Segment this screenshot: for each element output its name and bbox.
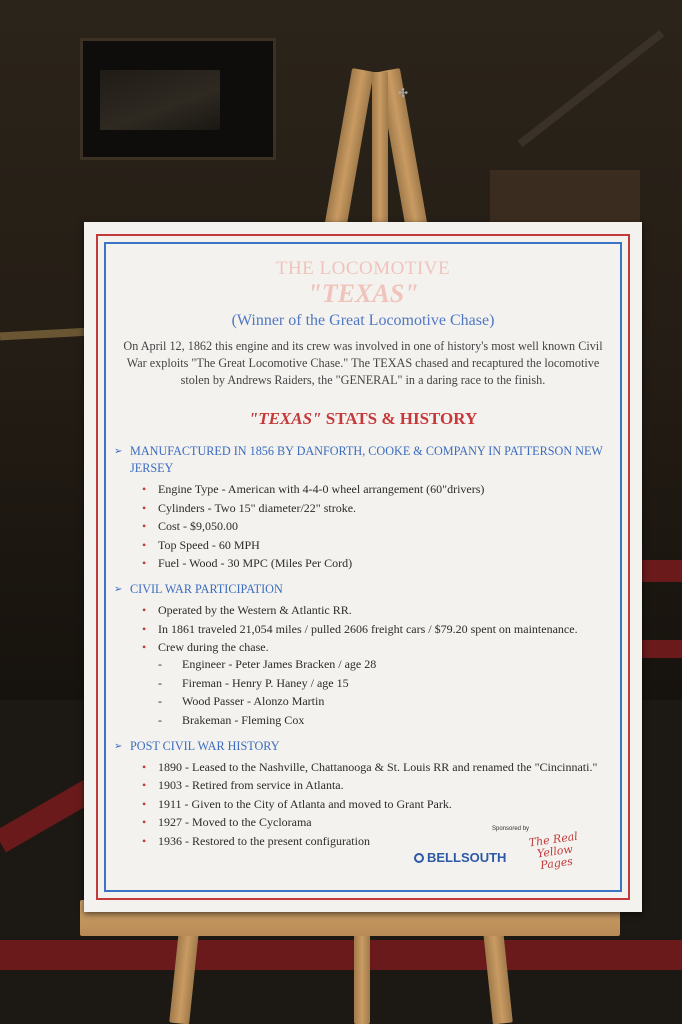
list-item-text: 1927 - Moved to the Cyclorama <box>158 815 312 829</box>
stats-heading-name: "TEXAS" <box>248 409 322 428</box>
bellsouth-text: BELLSOUTH <box>427 850 507 865</box>
dash-icon: - <box>158 675 162 690</box>
list-item-text: 1903 - Retired from service in Atlanta. <box>158 778 344 792</box>
board-title-top: THE LOCOMOTIVE <box>275 258 451 279</box>
crew-item <box>158 712 608 728</box>
section-civil-war-title <box>114 581 608 598</box>
board-intro: On April 12, 1862 this engine and its crew was involved in one of history's most well known Civil War exploits "The Great Locomotive Chase." The TEXAS chased and recaptured the locomotive stolen by Andrews Raiders, the "GENERAL" in a daring race to the finish. <box>123 339 603 387</box>
dash-icon: - <box>158 712 162 727</box>
crew-item <box>158 675 608 691</box>
list-item <box>142 796 608 812</box>
board-title-name: "TEXAS" <box>307 279 419 308</box>
arrow-icon: ➢ <box>114 446 123 457</box>
board-content <box>114 258 608 859</box>
list-item <box>142 481 608 497</box>
bullet-icon: • <box>142 759 147 774</box>
list-item-text: Operated by the Western & Atlantic RR. <box>158 603 352 617</box>
background-cabinet <box>490 170 640 230</box>
list-item-text: Fuel - Wood - 30 MPC (Miles Per Cord) <box>158 556 353 570</box>
arrow-icon: ➢ <box>114 584 123 595</box>
bullet-icon: • <box>142 778 147 792</box>
crew-item <box>158 693 608 709</box>
list-item <box>142 500 608 516</box>
bellsouth-logo <box>414 850 506 865</box>
list-item <box>142 759 608 775</box>
list-item <box>142 537 608 553</box>
section-title-text: MANUFACTURED IN 1856 BY DANFORTH, COOKE & COMPANY IN PATTERSON NEW JERSEY <box>130 444 603 475</box>
bullet-icon: • <box>142 640 147 654</box>
section-manufactured-title <box>114 443 608 477</box>
bullet-icon: • <box>142 519 147 533</box>
bullet-icon: • <box>142 621 147 636</box>
list-item <box>142 602 608 618</box>
bellsouth-icon <box>414 853 424 863</box>
bullet-icon: • <box>142 796 147 811</box>
dash-icon: - <box>158 657 162 671</box>
list-item-text: 1911 - Given to the City of Atlanta and moved to Grant Park. <box>158 796 452 811</box>
bullet-icon: • <box>142 500 147 515</box>
list-item <box>142 621 608 637</box>
list-item-text: In 1861 traveled 21,054 miles / pulled 2606 freight cars / $79.20 spent on maintenance. <box>158 621 578 636</box>
information-board <box>84 222 642 912</box>
crew-item-text: Fireman - Henry P. Haney / age 15 <box>182 675 349 690</box>
list-item <box>142 777 608 793</box>
yellowpages-logo: The Real Yellow Pages <box>527 829 579 873</box>
list-item-text: Top Speed - 60 MPH <box>158 537 260 552</box>
sponsor-label: Sponsored by <box>492 826 530 832</box>
bullet-icon: • <box>142 556 147 570</box>
section-manufactured-list <box>118 481 608 571</box>
crew-item-text: Engineer - Peter James Bracken / age 28 <box>182 657 377 671</box>
dash-icon: - <box>158 694 162 708</box>
list-item-text: Crew during the chase. <box>158 640 269 654</box>
list-item <box>142 518 608 534</box>
list-item-text: 1890 - Leased to the Nashville, Chattanooga & St. Louis RR and renamed the "Cincinnati." <box>158 759 598 774</box>
red-beam <box>0 940 682 970</box>
section-title-text: CIVIL WAR PARTICIPATION <box>130 582 283 596</box>
wall-picture <box>100 70 220 130</box>
bullet-icon: • <box>142 482 147 496</box>
section-post-war-title <box>114 738 608 755</box>
section-civil-war-list <box>118 602 608 728</box>
section-title-text: POST CIVIL WAR HISTORY <box>130 738 280 753</box>
list-item-text: Cost - $9,050.00 <box>158 519 239 533</box>
list-item <box>142 639 608 728</box>
crew-item-text: Brakeman - Fleming Cox <box>182 712 305 727</box>
list-item <box>142 814 608 830</box>
list-item-text: Cylinders - Two 15" diameter/22" stroke. <box>158 500 357 515</box>
easel-leg <box>354 930 370 1024</box>
stats-heading <box>118 409 608 429</box>
list-item <box>142 555 608 571</box>
bullet-icon: • <box>142 603 147 617</box>
crew-item-text: Wood Passer - Alonzo Martin <box>182 694 325 708</box>
bullet-icon: • <box>142 833 147 848</box>
easel-screw-icon: ✣ <box>398 86 409 100</box>
stats-heading-rest: STATS & HISTORY <box>321 409 478 428</box>
crew-list <box>158 656 608 728</box>
crew-item <box>158 656 608 672</box>
list-item-text: Engine Type - American with 4-4-0 wheel arrangement (60"drivers) <box>158 482 485 496</box>
list-item-text: 1936 - Restored to the present configuration <box>158 833 370 848</box>
bullet-icon: • <box>142 537 147 552</box>
board-subtitle: (Winner of the Great Locomotive Chase) <box>231 312 495 329</box>
bullet-icon: • <box>142 815 147 829</box>
easel-leg <box>372 72 388 232</box>
arrow-icon: ➢ <box>114 740 123 752</box>
